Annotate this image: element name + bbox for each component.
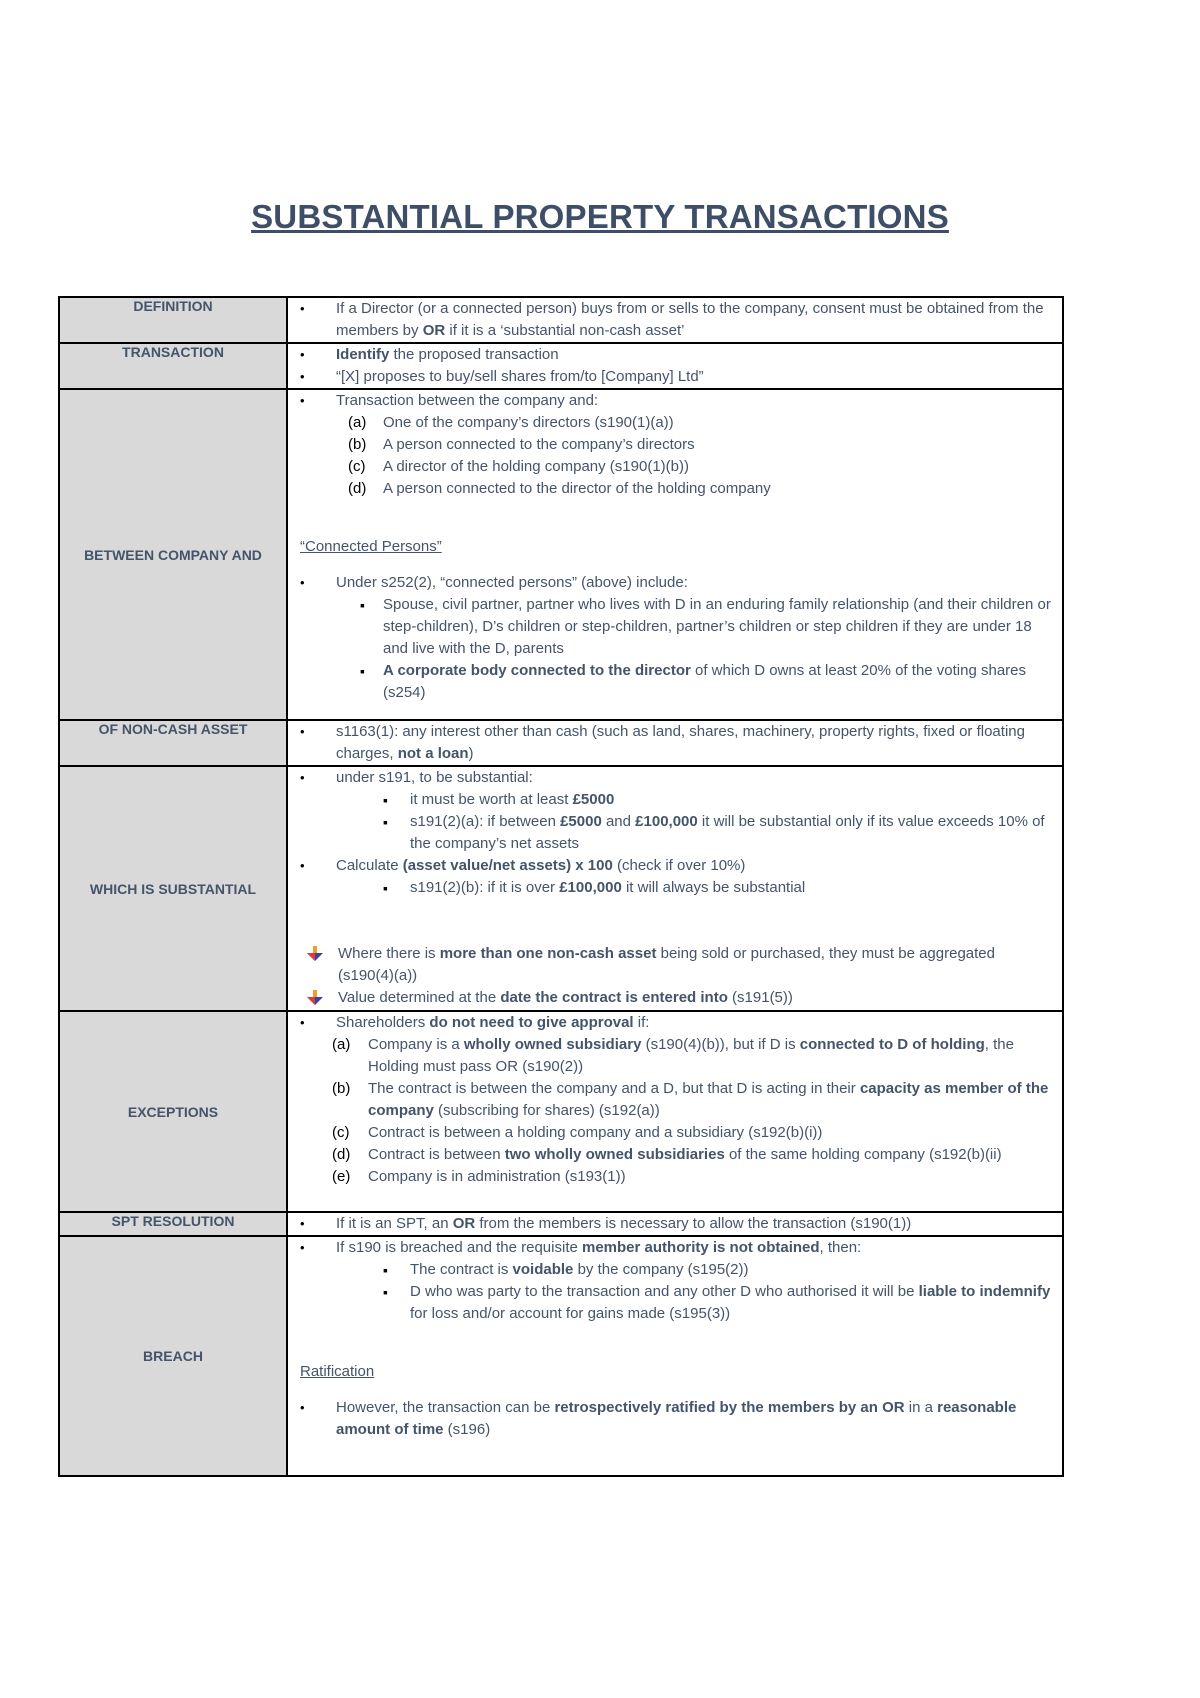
transaction-bullet-2: • “[X] proposes to buy/sell shares from/to [Company] Ltd” bbox=[288, 366, 1062, 388]
label-definition: DEFINITION bbox=[59, 297, 287, 343]
ratification-heading: Ratification bbox=[300, 1363, 375, 1380]
row-substantial bbox=[59, 766, 1063, 1011]
connected-persons-sub-1: ▪ Spouse, civil partner, partner who lives with D in an enduring family relationship (and their children or step-children), D’s children or step-children, partner’s children or step children if they are under 18 and live with the D, parents bbox=[288, 594, 1062, 660]
label-substantial: WHICH IS SUBSTANTIAL bbox=[59, 766, 287, 1011]
exception-b: (b) The contract is between the company and a D, but that D is acting in their capacity as member of the company (subscribing for shares) (s192(a)) bbox=[332, 1080, 1049, 1119]
label-between: BETWEEN COMPANY AND bbox=[59, 389, 287, 720]
exceptions-intro: • Shareholders do not need to give approval if: bbox=[288, 1012, 1062, 1034]
arrow-down-icon bbox=[306, 990, 324, 1006]
row-breach bbox=[59, 1236, 1063, 1476]
exception-d: (d) Contract is between two wholly owned subsidiaries of the same holding company (s192(b)(ii) bbox=[332, 1146, 1002, 1163]
substantial-sub-1: ▪ it must be worth at least £5000 bbox=[288, 789, 1062, 811]
exception-e: (e) Company is in administration (s193(1)) bbox=[332, 1168, 626, 1185]
label-transaction: TRANSACTION bbox=[59, 343, 287, 389]
substantial-bullet-1: • under s191, to be substantial: bbox=[288, 767, 1062, 789]
substantial-sub-2: ▪ s191(2)(a): if between £5000 and £100,000 it will be substantial only if its value exceeds 10% of the company’s net assets bbox=[288, 811, 1062, 855]
between-item-d: (d) A person connected to the director of the holding company bbox=[348, 480, 771, 497]
exception-c: (c) Contract is between a holding company and a subsidiary (s192(b)(i)) bbox=[332, 1124, 823, 1141]
row-exceptions bbox=[59, 1011, 1063, 1212]
between-item-b: (b) A person connected to the company’s directors bbox=[348, 436, 695, 453]
connected-persons-sub-2: ▪ A corporate body connected to the director of which D owns at least 20% of the voting shares (s254) bbox=[288, 660, 1062, 704]
valuation-date-note: Value determined at the date the contract is entered into (s191(5)) bbox=[288, 987, 1062, 1009]
noncash-bullet: • s1163(1): any interest other than cash (such as land, shares, machinery, property rights, fixed or floating charges, not a loan) bbox=[288, 721, 1062, 765]
row-definition bbox=[59, 297, 1063, 343]
breach-bullet-1: • If s190 is breached and the requisite member authority is not obtained, then: bbox=[288, 1237, 1062, 1259]
spt-table bbox=[58, 296, 1064, 1477]
between-item-a: (a) One of the company’s directors (s190(1)(a)) bbox=[348, 414, 674, 431]
label-resolution: SPT RESOLUTION bbox=[59, 1212, 287, 1236]
label-exceptions: EXCEPTIONS bbox=[59, 1011, 287, 1212]
aggregation-note: Where there is more than one non-cash asset being sold or purchased, they must be aggregated (s190(4)(a)) bbox=[288, 943, 1062, 987]
row-noncash bbox=[59, 720, 1063, 766]
connected-persons-heading: “Connected Persons” bbox=[300, 538, 442, 555]
label-noncash: OF NON-CASH ASSET bbox=[59, 720, 287, 766]
breach-sub-1: ▪ The contract is voidable by the company (s195(2)) bbox=[288, 1259, 1062, 1281]
exception-a: (a) Company is a wholly owned subsidiary (s190(4)(b)), but if D is connected to D of holding, the Holding must pass OR (s190(2)) bbox=[332, 1036, 1014, 1075]
connected-persons-bullet: • Under s252(2), “connected persons” (above) include: bbox=[288, 572, 1062, 594]
between-item-c: (c) A director of the holding company (s190(1)(b)) bbox=[348, 458, 689, 475]
substantial-bullet-2: • Calculate (asset value/net assets) x 100 (check if over 10%) bbox=[288, 855, 1062, 877]
row-transaction bbox=[59, 343, 1063, 389]
label-breach: BREACH bbox=[59, 1236, 287, 1476]
row-between bbox=[59, 389, 1063, 720]
breach-bullet-2: • However, the transaction can be retrospectively ratified by the members by an OR in a reasonable amount of time (s196) bbox=[288, 1397, 1062, 1441]
transaction-bullet-1: • Identify the proposed transaction bbox=[288, 344, 1062, 366]
definition-bullet: • If a Director (or a connected person) buys from or sells to the company, consent must be obtained from the members by OR if it is a ‘substantial non-cash asset’ bbox=[288, 298, 1062, 342]
row-resolution bbox=[59, 1212, 1063, 1236]
document-title: SUBSTANTIAL PROPERTY TRANSACTIONS bbox=[251, 198, 949, 235]
between-intro: • Transaction between the company and: bbox=[288, 390, 1062, 412]
breach-sub-2: ▪ D who was party to the transaction and any other D who authorised it will be liable to indemnify for loss and/or account for gains made (s195(3)) bbox=[288, 1281, 1062, 1325]
substantial-sub-3: ▪ s191(2)(b): if it is over £100,000 it will always be substantial bbox=[288, 877, 1062, 899]
arrow-down-icon bbox=[306, 946, 324, 962]
resolution-bullet: • If it is an SPT, an OR from the members is necessary to allow the transaction (s190(1)) bbox=[288, 1213, 1062, 1235]
